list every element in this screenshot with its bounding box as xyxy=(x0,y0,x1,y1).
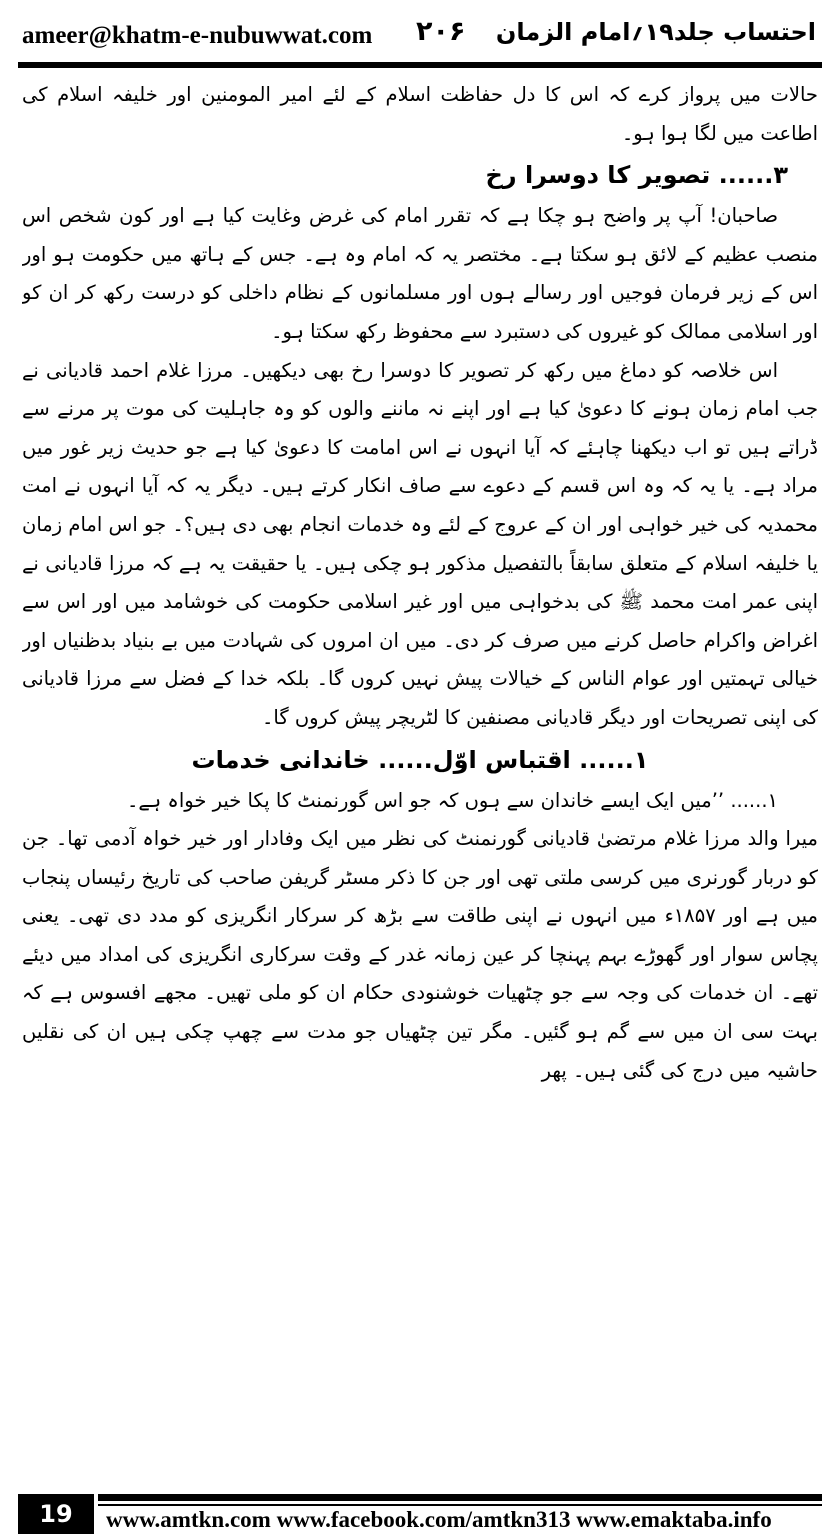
footer-page-number: 19 xyxy=(18,1494,94,1534)
header-page-number: ۲۰۶ xyxy=(416,16,466,47)
header-email: ameer@khatm-e-nubuwwat.com xyxy=(22,22,373,49)
paragraph-4: ۱...... ’’میں ایک ایسے خاندان سے ہوں کہ جو اس گورنمنٹ کا پکا خیر خواہ ہے۔ xyxy=(126,788,778,812)
section-heading-first-quote: ۱...... اقتباس اوّل...... خاندانی خدمات xyxy=(191,745,649,774)
footer-rule-thin xyxy=(98,1504,822,1506)
paragraph-1: حالات میں پرواز کرے کہ اس کا دل حفاظت اسلام کے لئے امیر المومنین اور خلیفہ اسلام کی اطاعت میں لگا ہوا ہو۔ xyxy=(22,83,818,145)
page-header xyxy=(18,14,822,58)
footer-rule-thick xyxy=(98,1494,822,1501)
section-heading-picture-other-side: ۳...... تصویر کا دوسرا رخ xyxy=(485,161,788,190)
header-book-title: احتساب جلد۱۹؍امام الزمان xyxy=(495,18,816,46)
page-footer xyxy=(18,1494,822,1534)
paragraph-2: صاحبان! آپ پر واضح ہو چکا ہے کہ تقرر امام کی غرض وغایت کیا ہے اور کون شخص اس منصب عظیم کے لائق ہو سکتا ہے۔ مختصر یہ کہ امام وہ ہے۔ جس کے ہاتھ میں حکومت ہو اور اس کے زیر فرمان فوجیں اور رسالے ہوں اور مسلمانوں کے نظام داخلی کو درست رکھ کر ان کو اور اسلامی ممالک کو غیروں کی دستبرد سے محفوظ رکھ سکتا ہو۔ xyxy=(22,204,818,343)
footer-links: www.amtkn.com www.facebook.com/amtkn313 www.emaktaba.info xyxy=(106,1507,772,1532)
page-body xyxy=(22,76,818,1480)
paragraph-5: میرا والد مرزا غلام مرتضیٰ قادیانی گورنمنٹ کی نظر میں ایک وفادار اور خیر خواہ آدمی تھا۔ جن کو دربار گورنری میں کرسی ملتی تھی اور جن کا ذکر مسٹر گریفن صاحب کی تاریخ رئیساں پنجاب میں ہے اور ۱۸۵۷ء میں انہوں نے اپنی طاقت سے بڑھ کر سرکار انگریزی کو مدد دی تھی۔ یعنی پچاس سوار اور گھوڑے بہم پہنچا کر عین زمانہ غدر کے وقت سرکاری انگریزی کی امداد میں دیئے تھے۔ ان خدمات کی وجہ سے جو چٹھیات خوشنودی حکام ان کو ملی تھیں۔ مجھے افسوس ہے کہ بہت سی ان میں سے گم ہو گئیں۔ مگر تین چٹھیاں جو مدت سے چھپ چکی ہیں ان کی نقلیں حاشیہ میں درج کی گئی ہیں۔ پھر xyxy=(22,827,818,1082)
paragraph-3: اس خلاصہ کو دماغ میں رکھ کر تصویر کا دوسرا رخ بھی دیکھیں۔ مرزا غلام احمد قادیانی نے جب امام زمان ہونے کا دعویٰ کیا ہے اور اپنے نہ ماننے والوں کو وہ جاہلیت کی موت پر مرنے سے ڈراتے ہیں تو اب دیکھنا چاہئے کہ آیا انہوں نے اس امامت کا دعویٰ کیا ہے جو حدیث زیر غور میں مراد ہے۔ یا یہ کہ وہ اس قسم کے دعوے سے صاف انکار کرتے ہیں۔ دیگر یہ کہ آیا انہوں نے امت محمدیہ کی خیر خواہی اور ان کے عروج کے لئے وہ خدمات انجام بھی دی ہیں؟۔ جو اس امام زمان یا خلیفہ اسلام کے متعلق سابقاً بالتفصیل مذکور ہو چکی ہیں۔ یا حقیقت یہ ہے کہ مرزا قادیانی نے اپنی عمر امت محمد ﷺ کی بدخواہی میں اور غیر اسلامی حکومت کی خوشامد میں اور اس سے اغراض واکرام حاصل کرنے میں صرف کر دی۔ میں ان امروں کی شہادت میں بے بنیاد بدظنیاں اور خیالی تہمتیں اور عوام الناس کے خیالات پیش نہیں کروں گا۔ بلکہ خدا کے فضل سے مرزا قادیانی کی اپنی تصریحات اور دیگر قادیانی مصنفین کا لٹریچر پیش کروں گا۔ xyxy=(22,358,818,729)
header-rule xyxy=(18,62,822,68)
